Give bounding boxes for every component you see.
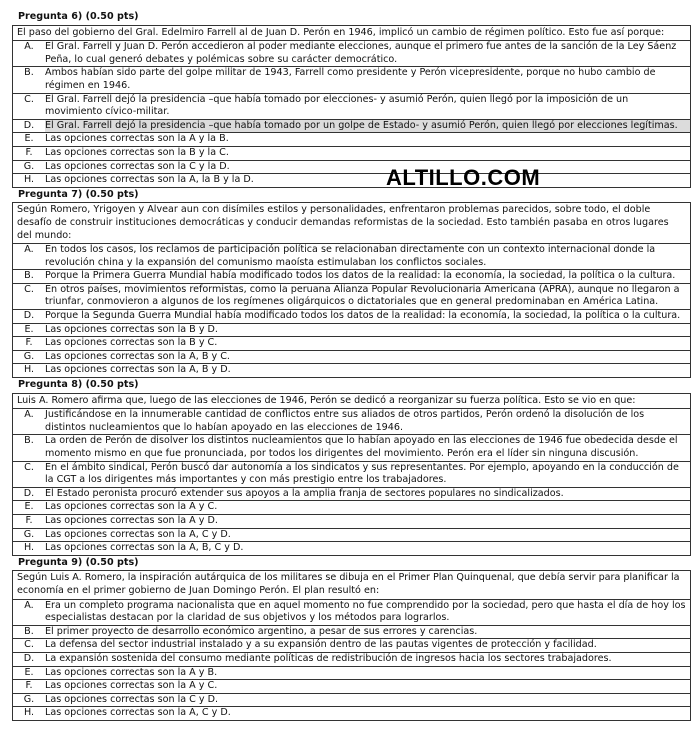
option-letter: E. xyxy=(24,133,34,145)
option-g[interactable] xyxy=(13,529,690,543)
option-d[interactable] xyxy=(13,120,690,134)
option-letter: D. xyxy=(23,487,35,499)
option-g[interactable] xyxy=(13,161,690,175)
question-9 xyxy=(12,556,691,721)
option-letter: G. xyxy=(23,693,35,705)
question-6 xyxy=(12,10,691,188)
option-text: Las opciones correctas son la A y la B. xyxy=(45,133,229,145)
option-letter: H. xyxy=(23,707,35,719)
option-letter: D. xyxy=(23,310,35,322)
option-text: Las opciones correctas son la A, la B y la D. xyxy=(45,174,254,186)
option-letter: A. xyxy=(24,599,34,611)
option-text-highlighted: El Gral. Farrell dejó la presidencia –que había tomado por un golpe de Estado- y asumió Perón, quien llegó por elecciones legítimas. xyxy=(45,120,690,133)
exam-page xyxy=(12,10,691,721)
question-stem: El paso del gobierno del Gral. Edelmiro Farrell al de Juan D. Perón en 1946, implicó un cambio de régimen político. Esto fue así porque: xyxy=(13,26,690,42)
option-letter: B. xyxy=(24,435,34,447)
option-text: Las opciones correctas son la B y D. xyxy=(45,323,218,335)
option-letter: B. xyxy=(24,67,34,79)
option-text: Las opciones correctas son la A, C y D. xyxy=(45,528,231,540)
option-a[interactable] xyxy=(13,600,690,626)
option-letter: F. xyxy=(25,337,33,349)
option-letter: F. xyxy=(25,514,33,526)
option-c[interactable] xyxy=(13,639,690,653)
option-letter: B. xyxy=(24,625,34,637)
option-e[interactable] xyxy=(13,501,690,515)
option-text: En todos los casos, los reclamos de participación política se relacionaban directamente con un contexto internacional donde la revolución china y la expansión del comunismo maoísta estimulaban los conflictos sociales. xyxy=(45,244,656,268)
option-letter: A. xyxy=(24,244,34,256)
option-h[interactable] xyxy=(13,707,690,720)
option-letter: E. xyxy=(24,323,34,335)
option-text: En otros países, movimientos reformistas, como la peruana Alianza Popular Revolucionaria Americana (APRA), aunque no llegaron a triunfar, conmovieron a algunos de los regímenes oligárquicos o dictatoriales que en general predominaban en América Latina. xyxy=(45,283,680,308)
question-8 xyxy=(12,378,691,556)
option-letter: F. xyxy=(25,680,33,692)
option-e[interactable] xyxy=(13,324,690,338)
option-letter: C. xyxy=(24,639,34,651)
option-c[interactable] xyxy=(13,284,690,310)
option-letter: C. xyxy=(24,461,34,473)
option-letter: G. xyxy=(23,528,35,540)
option-letter: B. xyxy=(24,270,34,282)
option-c[interactable] xyxy=(13,94,690,120)
option-text: Las opciones correctas son la A y C. xyxy=(45,680,218,692)
option-text: Era un completo programa nacionalista que en aquel momento no fue comprendido por la sociedad, pero que hasta el día de hoy los especialistas destacan por la claridad de sus objetivos y los métodos para lograrlos. xyxy=(45,599,686,624)
option-a[interactable] xyxy=(13,409,690,435)
option-g[interactable] xyxy=(13,351,690,365)
option-d[interactable] xyxy=(13,653,690,667)
option-c[interactable] xyxy=(13,462,690,488)
option-text: Las opciones correctas son la A, B y C. xyxy=(45,350,230,362)
option-b[interactable] xyxy=(13,626,690,640)
option-text: Las opciones correctas son la A y C. xyxy=(45,501,218,513)
option-a[interactable] xyxy=(13,41,690,67)
option-text: Las opciones correctas son la C y la D. xyxy=(45,160,230,172)
option-text: Las opciones correctas son la B y la C. xyxy=(45,146,229,158)
question-heading: Pregunta 9) (0.50 pts) xyxy=(18,556,139,568)
watermark-text: ALTILLO.COM xyxy=(386,165,541,190)
option-text: Ambos habían sido parte del golpe militar de 1943, Farrell como presidente y Perón vicepresidente, porque no hubo cambio de régimen en 1946. xyxy=(45,67,656,91)
question-stem: Según Romero, Yrigoyen y Alvear aun con disímiles estilos y personalidades, enfrentaron problemas parecidos, sobre todo, el doble desafío de construir instituciones democráticas y conducir demandas reformistas de la sociedad. Esto también pasaba en otros lugares del mundo: xyxy=(13,203,690,244)
option-text: Justificándose en la innumerable cantidad de conflictos entre sus aliados de otros partidos, Perón ordenó la disolución de los distintos nucleamientos que lo habían apoyado en las elecciones de 1946. xyxy=(45,409,645,433)
option-h[interactable] xyxy=(13,364,690,377)
option-letter: H. xyxy=(23,174,35,186)
option-f[interactable] xyxy=(13,515,690,529)
option-text: La expansión sostenida del consumo mediante políticas de redistribución de ingresos hacia los sectores trabajadores. xyxy=(45,652,612,664)
option-text: En el ámbito sindical, Perón buscó dar autonomía a los sindicatos y sus representantes. Por ejemplo, apoyando en la conducción de la CGT a los dirigentes más importantes y con más prestigio entre los trabajadores. xyxy=(45,461,679,486)
option-text: El Estado peronista procuró extender sus apoyos a la amplia franja de sectores populares no sindicalizados. xyxy=(45,487,564,499)
option-text: Las opciones correctas son la A, C y D. xyxy=(45,707,231,719)
option-f[interactable] xyxy=(13,680,690,694)
option-e[interactable] xyxy=(13,133,690,147)
option-text: La orden de Perón de disolver los distintos nucleamientos que lo habían apoyado en las elecciones de 1946 fue obedecida desde el momento mismo en que fue pronunciada, por todos los dirigentes del movimiento. Perón era el líder sin ninguna discusión. xyxy=(45,435,678,459)
option-letter: F. xyxy=(25,146,33,158)
option-letter: G. xyxy=(23,160,35,172)
question-stem: Según Luis A. Romero, la inspiración autárquica de los militares se dibuja en el Primer Plan Quinquenal, que debía servir para planificar la economía en el primer gobierno de Juan Domingo Perón. El plan resultó en: xyxy=(13,571,690,599)
question-heading: Pregunta 7) (0.50 pts) xyxy=(18,188,139,200)
option-f[interactable] xyxy=(13,337,690,351)
option-h[interactable] xyxy=(13,542,690,555)
question-table xyxy=(12,393,691,556)
option-letter: C. xyxy=(24,283,34,295)
option-a[interactable] xyxy=(13,244,690,270)
question-heading: Pregunta 6) (0.50 pts) xyxy=(18,11,139,22)
option-text: Las opciones correctas son la A, B, C y D. xyxy=(45,542,244,554)
option-text: Las opciones correctas son la A y B. xyxy=(45,666,218,678)
option-d[interactable] xyxy=(13,488,690,502)
option-letter: H. xyxy=(23,542,35,554)
option-text: La defensa del sector industrial instalado y a su expansión dentro de las pautas vigentes de protección y facilidad. xyxy=(45,639,597,651)
question-heading: Pregunta 8) (0.50 pts) xyxy=(18,379,139,391)
option-text: Las opciones correctas son la C y D. xyxy=(45,693,219,705)
option-text: Porque la Primera Guerra Mundial había modificado todos los datos de la realidad: la economía, la sociedad, la política o la cultura. xyxy=(45,270,676,282)
question-stem: Luis A. Romero afirma que, luego de las elecciones de 1946, Perón se dedicó a reorganizar su fuerza política. Esto se vio en que: xyxy=(13,394,690,410)
option-b[interactable] xyxy=(13,270,690,284)
question-table xyxy=(12,570,691,721)
option-letter: D. xyxy=(23,652,35,664)
option-text: Porque la Segunda Guerra Mundial había modificado todos los datos de la realidad: la economía, la sociedad, la política o la cultura. xyxy=(45,310,681,322)
option-d[interactable] xyxy=(13,310,690,324)
option-e[interactable] xyxy=(13,667,690,681)
option-letter: A. xyxy=(24,409,34,421)
option-text: Las opciones correctas son la A y D. xyxy=(45,514,218,526)
question-table xyxy=(12,25,691,188)
option-letter: G. xyxy=(23,350,35,362)
option-text: El Gral. Farrell dejó la presidencia –que había tomado por elecciones- y asumió Perón, quien llegó por la imposición de un movimiento cívico-militar. xyxy=(45,93,629,118)
option-b[interactable] xyxy=(13,435,690,461)
option-f[interactable] xyxy=(13,147,690,161)
option-text: Las opciones correctas son la B y C. xyxy=(45,337,218,349)
question-7 xyxy=(12,188,691,378)
option-g[interactable] xyxy=(13,694,690,708)
option-letter: H. xyxy=(23,364,35,376)
option-letter: E. xyxy=(24,501,34,513)
option-text: Las opciones correctas son la A, B y D. xyxy=(45,364,231,376)
option-letter: C. xyxy=(24,93,34,105)
option-b[interactable] xyxy=(13,67,690,93)
option-text: El Gral. Farrell y Juan D. Perón accedieron al poder mediante elecciones, aunque el primero fue antes de la sanción de la Ley Sáenz Peña, lo cual generó debates y polémicas sobre su carácter democrático. xyxy=(45,41,677,65)
option-letter: A. xyxy=(24,41,34,53)
option-text: El primer proyecto de desarrollo económico argentino, a pesar de sus errores y carencias. xyxy=(45,625,478,637)
option-letter: E. xyxy=(24,666,34,678)
option-letter: D. xyxy=(23,119,35,131)
question-table xyxy=(12,202,691,378)
